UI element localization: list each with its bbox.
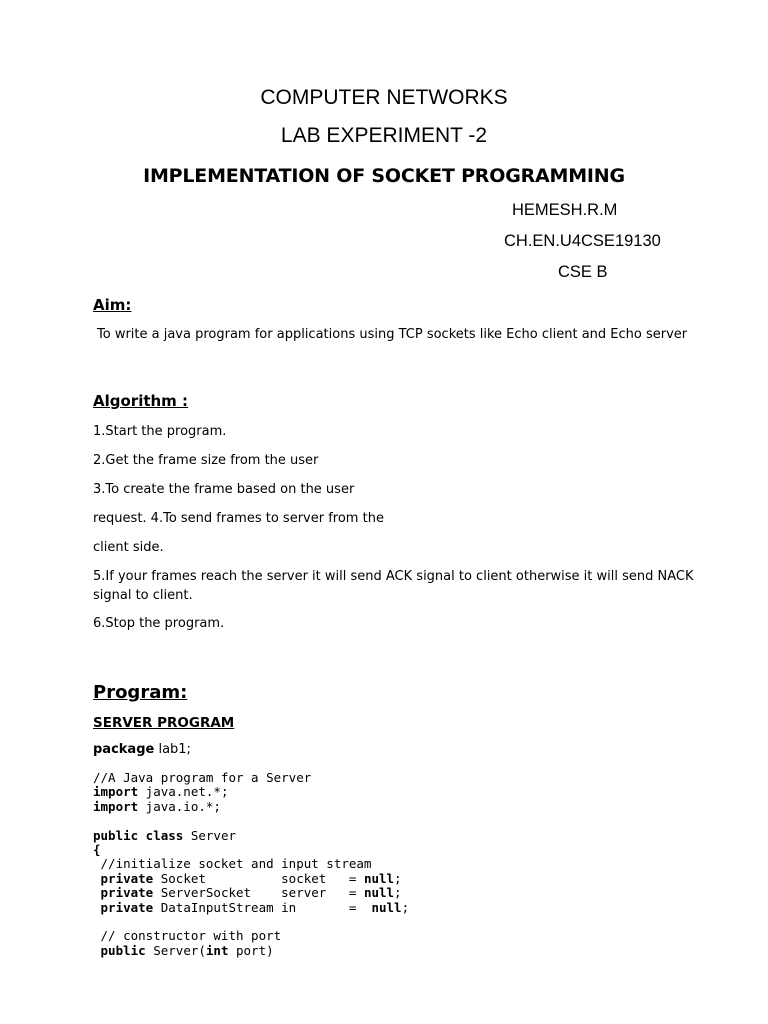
code-line [93,886,409,900]
code-line [93,800,409,814]
code-keyword: null [371,899,402,915]
algorithm-step: client side. [93,540,164,555]
code-text: ; [401,899,410,915]
author-section: CSE B [558,263,608,281]
code-line [93,944,409,958]
experiment-title: LAB EXPERIMENT -2 [280,124,488,147]
topic-title: IMPLEMENTATION OF SOCKET PROGRAMMING [143,165,625,187]
code-comment: // constructor with port [93,928,282,944]
code-keyword: public [93,827,139,843]
code-keyword: private [93,870,154,886]
aim-text: To write a java program for applications using TCP sockets like Echo client and Echo server [97,327,688,342]
code-keyword: public [93,942,146,958]
algorithm-step: request. 4.To send frames to server from the [93,511,384,526]
program-heading: Program: [93,682,188,703]
algorithm-step: 1.Start the program. [93,424,227,439]
code-line [93,771,409,785]
package-keyword: package [93,742,155,757]
code-text: Socket socket = [153,870,364,886]
code-text: ; [394,870,402,886]
server-program-heading: SERVER PROGRAM [93,715,235,731]
code-keyword: null [363,870,395,886]
code-text: ; [394,885,402,901]
code-text: DataInputStream in = [153,899,372,915]
code-keyword: import [93,784,139,800]
code-line [93,901,409,915]
code-text: java.net.*; [138,784,229,800]
code-line [93,829,409,843]
code-text: port) [228,942,274,958]
code-keyword: private [93,885,154,901]
aim-heading: Aim: [93,296,132,314]
algorithm-heading: Algorithm : [93,392,189,410]
code-keyword: null [363,885,395,901]
algorithm-step: 2.Get the frame size from the user [93,453,319,468]
code-brace: { [93,842,101,858]
code-line [93,857,409,871]
package-name: lab1; [154,742,191,757]
code-line [93,929,409,943]
code-text: Server( [145,942,206,958]
code-comment: //initialize socket and input stream [93,856,372,872]
algorithm-step: signal to client. [93,588,193,603]
code-keyword: class [138,827,184,843]
code-line [93,915,409,929]
code-line [93,814,409,828]
code-comment: //A Java program for a Server [93,770,312,785]
code-line [93,843,409,857]
algorithm-step: 5.If your frames reach the server it will send ACK signal to client otherwise it will send NACK [93,569,694,584]
code-text: Server [183,827,236,843]
code-keyword: private [93,899,154,915]
author-name: HEMESH.R.M [512,201,618,219]
code-line [93,785,409,799]
algorithm-step: 6.Stop the program. [93,616,225,631]
code-line [93,872,409,886]
package-line [93,742,191,757]
code-block [93,771,409,958]
course-title: COMPUTER NETWORKS [260,86,508,109]
code-keyword: int [205,942,229,958]
code-text: java.io.*; [138,798,221,814]
algorithm-step: 3.To create the frame based on the user [93,482,355,497]
code-keyword: import [93,798,139,814]
code-text: ServerSocket server = [153,885,364,901]
author-roll: CH.EN.U4CSE19130 [504,232,661,250]
